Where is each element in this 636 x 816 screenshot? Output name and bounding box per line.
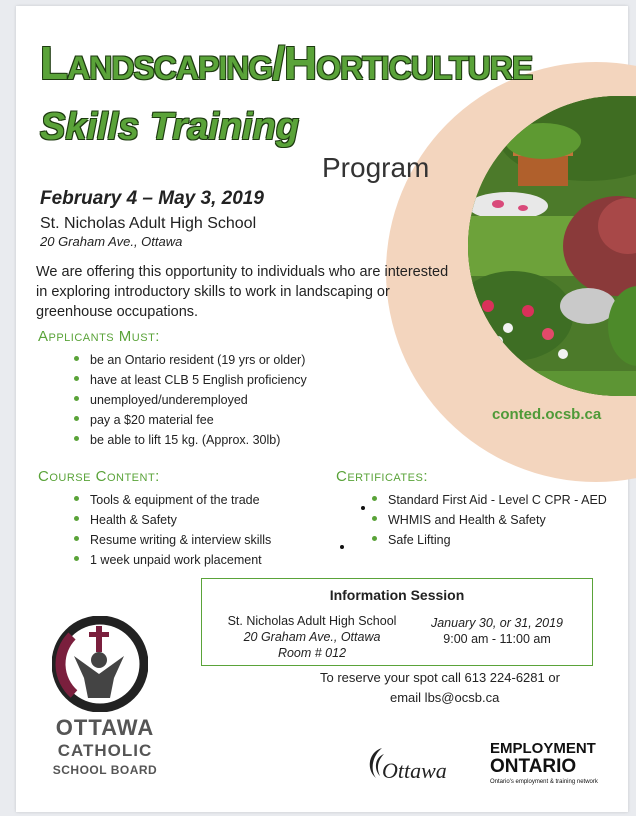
applicants-heading: Applicants Must: bbox=[38, 328, 160, 345]
list-item: WHMIS and Health & Safety bbox=[372, 510, 607, 530]
program-label: Program bbox=[322, 152, 430, 183]
reserve-line1: To reserve your spot call 613 224-6281 or bbox=[320, 670, 560, 685]
school-address: 20 Graham Ave., Ottawa bbox=[40, 234, 183, 249]
eo-line1: EMPLOYMENT bbox=[490, 740, 596, 757]
main-title: Landscaping/Horticulture bbox=[40, 37, 533, 89]
list-item: 1 week unpaid work placement bbox=[74, 550, 271, 570]
stray-dot bbox=[340, 545, 344, 549]
list-item: Safe Lifting bbox=[372, 530, 607, 550]
ocsb-line3: SCHOOL BOARD bbox=[52, 763, 158, 777]
applicants-list bbox=[74, 350, 307, 450]
ocsb-line2: CATHOLIC bbox=[57, 741, 153, 760]
list-item: pay a $20 material fee bbox=[74, 410, 307, 430]
intro-paragraph: We are offering this opportunity to individuals who are interested in exploring introductory skills to work in landscaping or greenhouse occupations. bbox=[36, 264, 449, 320]
list-item: Health & Safety bbox=[74, 510, 271, 530]
list-item: be an Ontario resident (19 yrs or older) bbox=[74, 350, 307, 370]
ocsb-logo-icon bbox=[52, 616, 148, 717]
ocsb-line1: OTTAWA bbox=[55, 715, 155, 740]
reserve-text bbox=[320, 668, 600, 708]
website-link[interactable]: conted.ocsb.ca bbox=[492, 406, 602, 423]
list-item: Tools & equipment of the trade bbox=[74, 490, 271, 510]
subtitle: Skills Training bbox=[40, 106, 300, 148]
eo-line3: Ontario's employment & training network bbox=[490, 779, 598, 785]
school-name: St. Nicholas Adult High School bbox=[40, 215, 257, 232]
reserve-line2: email lbs@ocsb.ca bbox=[390, 690, 500, 705]
stray-dot bbox=[361, 506, 365, 510]
certificates-list bbox=[372, 490, 607, 550]
eo-line2: ONTARIO bbox=[490, 756, 577, 777]
info-school: St. Nicholas Adult High School bbox=[227, 614, 397, 628]
info-time: 9:00 am - 11:00 am bbox=[443, 632, 551, 646]
course-list bbox=[74, 490, 271, 570]
info-session-box bbox=[201, 578, 593, 666]
info-room: Room # 012 bbox=[277, 646, 347, 660]
course-heading: Course Content: bbox=[38, 468, 160, 485]
list-item: be able to lift 15 kg. (Approx. 30lb) bbox=[74, 430, 307, 450]
list-item: Resume writing & interview skills bbox=[74, 530, 271, 550]
list-item: have at least CLB 5 English proficiency bbox=[74, 370, 307, 390]
list-item: Standard First Aid - Level C CPR - AED bbox=[372, 490, 607, 510]
info-session-title: Information Session bbox=[329, 587, 465, 603]
ocsb-name bbox=[40, 716, 170, 778]
ottawa-wordmark: Ottawa bbox=[382, 758, 447, 783]
certificates-heading: Certificates: bbox=[336, 468, 428, 485]
info-dates: January 30, or 31, 2019 bbox=[430, 616, 564, 630]
info-session-location bbox=[212, 613, 412, 661]
program-dates: February 4 – May 3, 2019 bbox=[40, 188, 264, 209]
info-address: 20 Graham Ave., Ottawa bbox=[243, 630, 381, 644]
list-item: unemployed/underemployed bbox=[74, 390, 307, 410]
info-session-time bbox=[412, 615, 582, 647]
